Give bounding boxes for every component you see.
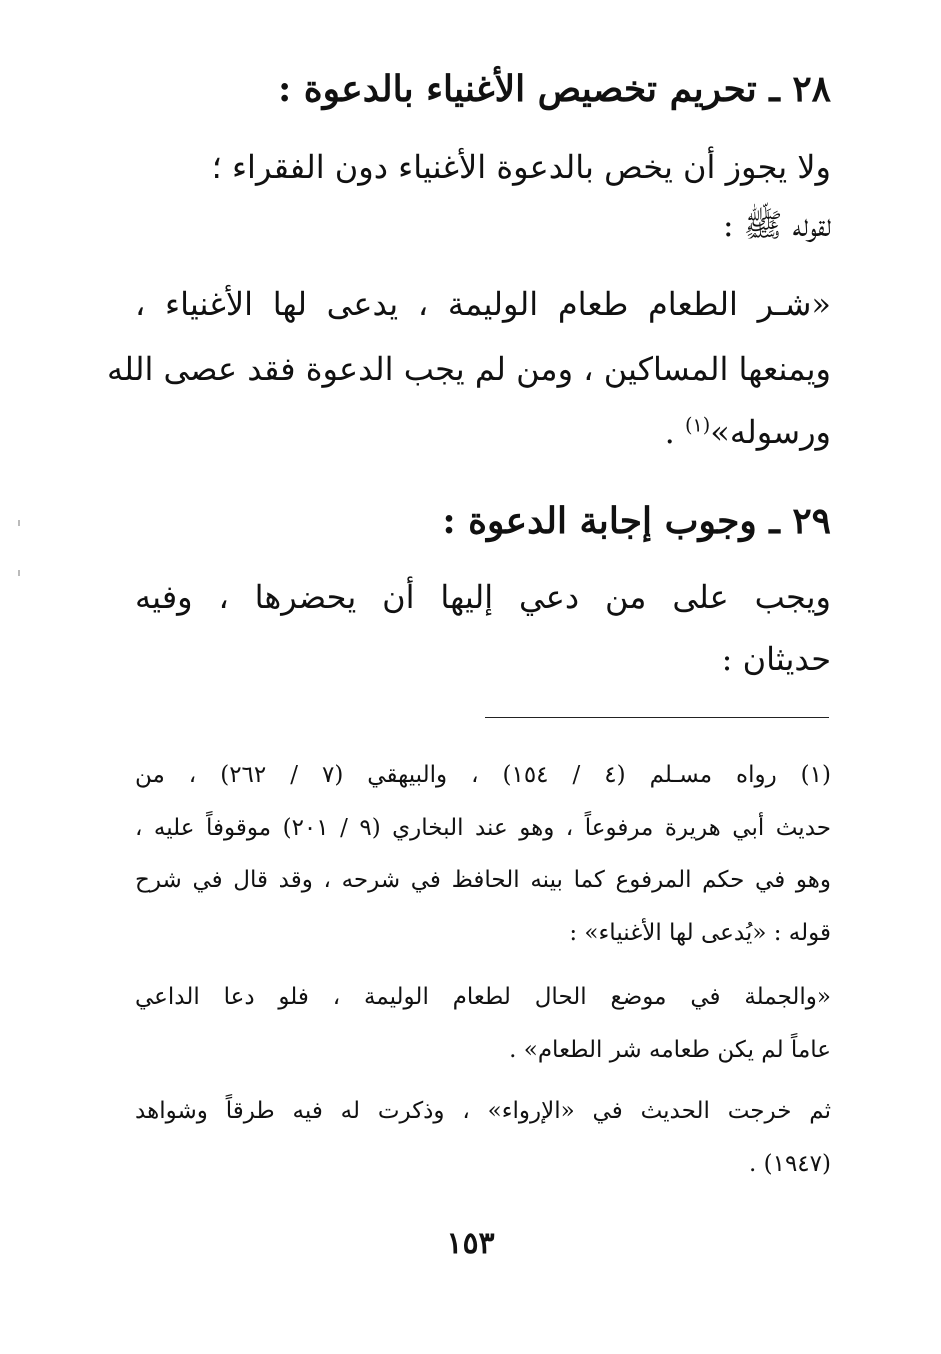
scan-mark [18, 520, 20, 526]
footnote-quote-line: «والجملة في موضع الحال لطعام الوليمة ، فلو دعا الداعي [135, 984, 831, 1010]
end-mark: . [664, 413, 685, 451]
footnote-line: ثم خرجت الحديث في «الإرواء» ، وذكرت له فيه طرقاً وشواهد [135, 1098, 831, 1124]
body-line: لقوله ﷺ : [722, 206, 831, 244]
footnote-separator [485, 717, 829, 718]
footnote-line: قوله : «يُدعى لها الأغنياء» : [569, 920, 831, 946]
footnote-quote-line: عاماً لم يكن طعامه شر الطعام» . [509, 1037, 831, 1063]
hadith-text: ورسوله» [710, 413, 831, 451]
footnote-line: (١٩٤٧) . [748, 1151, 831, 1177]
footnote-line: (١) رواه مسـلم (٤ / ١٥٤) ، والبيهقي (٧ / ٢٦٢) ، من [135, 762, 831, 788]
body-line: ويجب على من دعي إليها أن يحضرها ، وفيه [135, 578, 831, 616]
body-line: حديثان : [721, 640, 831, 678]
footnote-line: وهو في حكم المرفوع كما بينه الحافظ في شرحه ، وقد قال في شرح [135, 867, 831, 893]
section-heading-29: ٢٩ ـ وجوب إجابة الدعوة : [442, 500, 831, 542]
page-number: ١٥٣ [446, 1226, 495, 1261]
footnote-marker: (١) [684, 413, 711, 437]
scan-mark [18, 570, 20, 576]
footnote-line: حديث أبي هريرة مرفوعاً ، وهو عند البخاري (٩ / ٢٠١) موقوفاً عليه ، [135, 815, 832, 841]
hadith-line-last [665, 413, 831, 451]
hadith-line: ويمنعها المساكين ، ومن لم يجب الدعوة فقد عصى الله [106, 350, 831, 388]
body-line: ولا يجوز أن يخص بالدعوة الأغنياء دون الفقراء ؛ [211, 148, 831, 186]
section-heading-28: ٢٨ ـ تحريم تخصيص الأغنياء بالدعوة : [277, 68, 831, 110]
hadith-line: «شـر الطعام طعام الوليمة ، يدعى لها الأغنياء ، [135, 285, 831, 323]
